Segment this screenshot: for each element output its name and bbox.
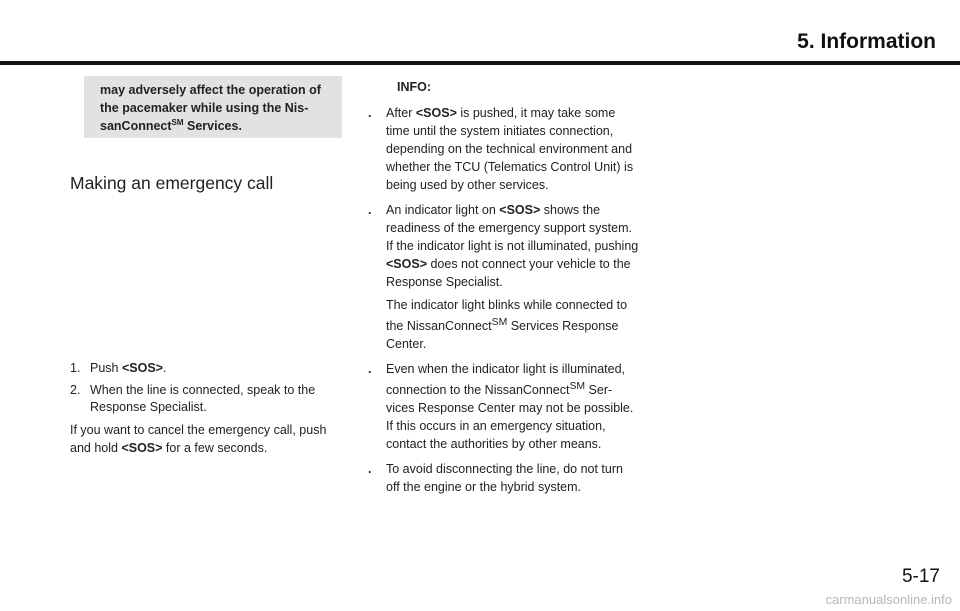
watermark: carmanualsonline.info <box>825 592 952 607</box>
bullet-item: . After <SOS> is pushed, it may take some time until the system initiates connection, depending on the technical environment and whether the TCU (Telematics Control Unit) is being used by other services. <box>368 106 634 192</box>
page-number: 5-17 <box>901 566 940 587</box>
bullet-item: . An indicator light on <SOS> shows the readiness of the emergency support system. If the indicator light is not illuminated, pushing <SOS> does not connect your vehicle to the Response Specialist. The indicator light blinks while connected to the NissanConnect℠ Services Response Center. <box>368 203 639 352</box>
step-item: 1. Push <SOS>. <box>70 361 167 375</box>
info-bullets <box>366 104 640 503</box>
warning-text: may adversely affect the operation of the pacemaker while using the Nis-sanConnect℠ Services. <box>100 83 321 133</box>
warning-box <box>84 76 342 138</box>
section-title: 5. Information <box>797 30 936 53</box>
bullet-item: . Even when the indicator light is illuminated, connection to the NissanConnect℠ Ser-vices Response Center may not be possible. If this occurs in an emergency situation, contact the authorities by other means. <box>368 362 634 452</box>
step-item: 2. When the line is connected, speak to the Response Specialist. <box>70 383 316 414</box>
info-title: INFO: <box>397 80 432 94</box>
steps-list <box>70 360 348 457</box>
bullet-subparagraph: The indicator light blinks while connected to the NissanConnect℠ Services Response Center. <box>386 298 628 352</box>
cancel-paragraph: If you want to cancel the emergency call, push and hold <SOS> for a few seconds. <box>70 423 327 455</box>
header-rule <box>0 61 960 65</box>
section-heading: Making an emergency call <box>70 172 274 193</box>
bullet-item: . To avoid disconnecting the line, do not turn off the engine or the hybrid system. <box>368 462 623 495</box>
